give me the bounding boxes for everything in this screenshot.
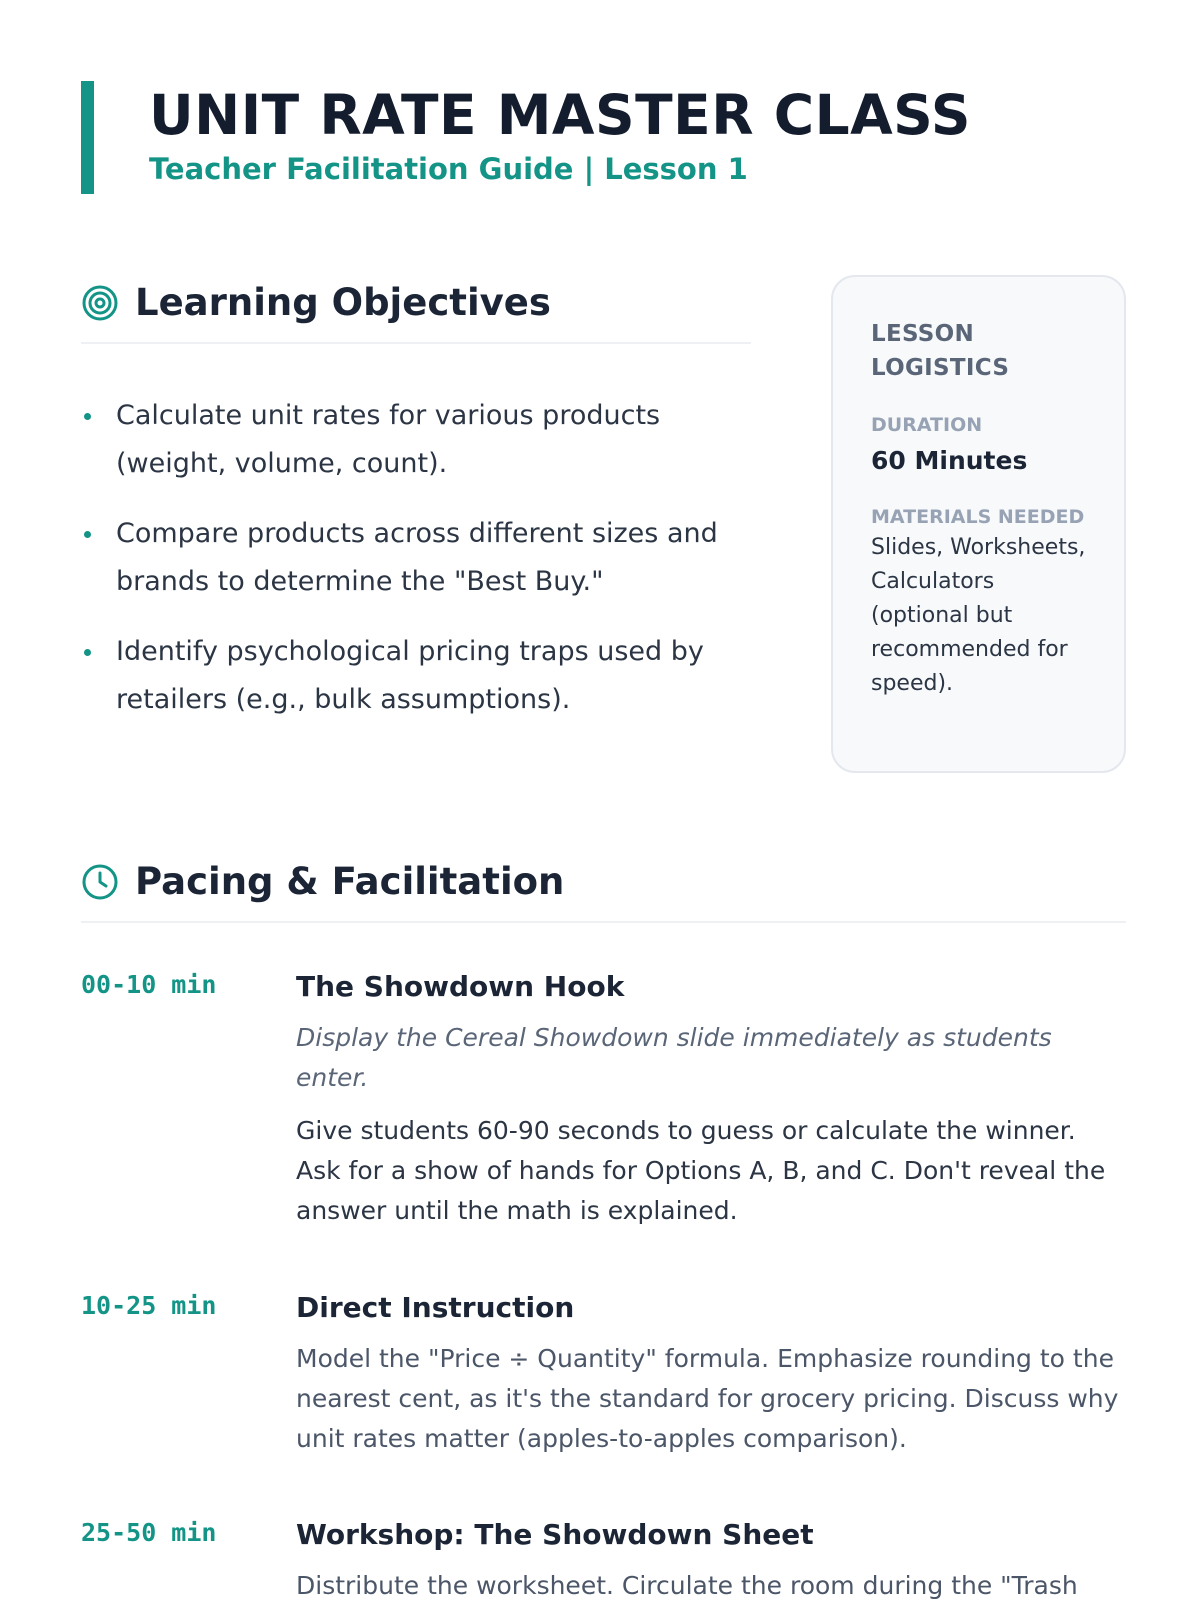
target-icon <box>81 284 119 322</box>
objectives-heading <box>81 281 751 344</box>
step-title: Direct Instruction <box>296 1291 575 1324</box>
page-header <box>81 81 1121 194</box>
materials-value: Slides, Worksheets, Calculators (optional but recommended for speed). <box>871 535 1086 696</box>
step-description: Distribute the worksheet. Circulate the room during the "Trash <box>296 1571 1078 1600</box>
logistics-title: LESSON LOGISTICS <box>871 321 1010 381</box>
duration-label: DURATION <box>871 414 983 436</box>
list-item: Calculate unit rates for various products (weight, volume, count). <box>81 392 751 488</box>
step-description: Model the "Price ÷ Quantity" formula. Emphasize rounding to the nearest cent, as it's the standard for grocery pricing. Discuss why unit rates matter (apples-to-apples comparison). <box>296 1344 1119 1453</box>
objectives-list <box>81 392 751 746</box>
step-body <box>296 1518 1126 1600</box>
list-item: Compare products across different sizes and brands to determine the "Best Buy." <box>81 510 751 606</box>
pacing-heading <box>81 860 1126 923</box>
step-time: 25-50 min <box>81 1518 217 1547</box>
duration-value: 60 Minutes <box>871 446 1028 475</box>
page-subtitle: Teacher Facilitation Guide | Lesson 1 <box>149 152 748 186</box>
list-item: Identify psychological pricing traps used by retailers (e.g., bulk assumptions). <box>81 628 751 724</box>
step-time: 10-25 min <box>81 1291 217 1320</box>
step-title: Workshop: The Showdown Sheet <box>296 1518 814 1551</box>
step-note: Display the Cereal Showdown slide immediately as students enter. <box>296 1023 1052 1092</box>
logistics-card <box>831 275 1126 773</box>
step-body <box>296 970 1126 1231</box>
pacing-heading-label: Pacing & Facilitation <box>135 860 565 903</box>
step-time: 00-10 min <box>81 970 217 999</box>
materials-label: MATERIALS NEEDED <box>871 506 1085 528</box>
step-description: Give students 60-90 seconds to guess or calculate the winner. Ask for a show of hands for Options A, B, and C. Don't reveal the answer until the math is explained. <box>296 1116 1106 1225</box>
step-title: The Showdown Hook <box>296 970 625 1003</box>
accent-bar <box>81 81 94 194</box>
step-body <box>296 1291 1126 1459</box>
page-title: UNIT RATE MASTER CLASS <box>149 83 971 147</box>
clock-icon <box>81 863 119 901</box>
objectives-heading-label: Learning Objectives <box>135 281 551 324</box>
